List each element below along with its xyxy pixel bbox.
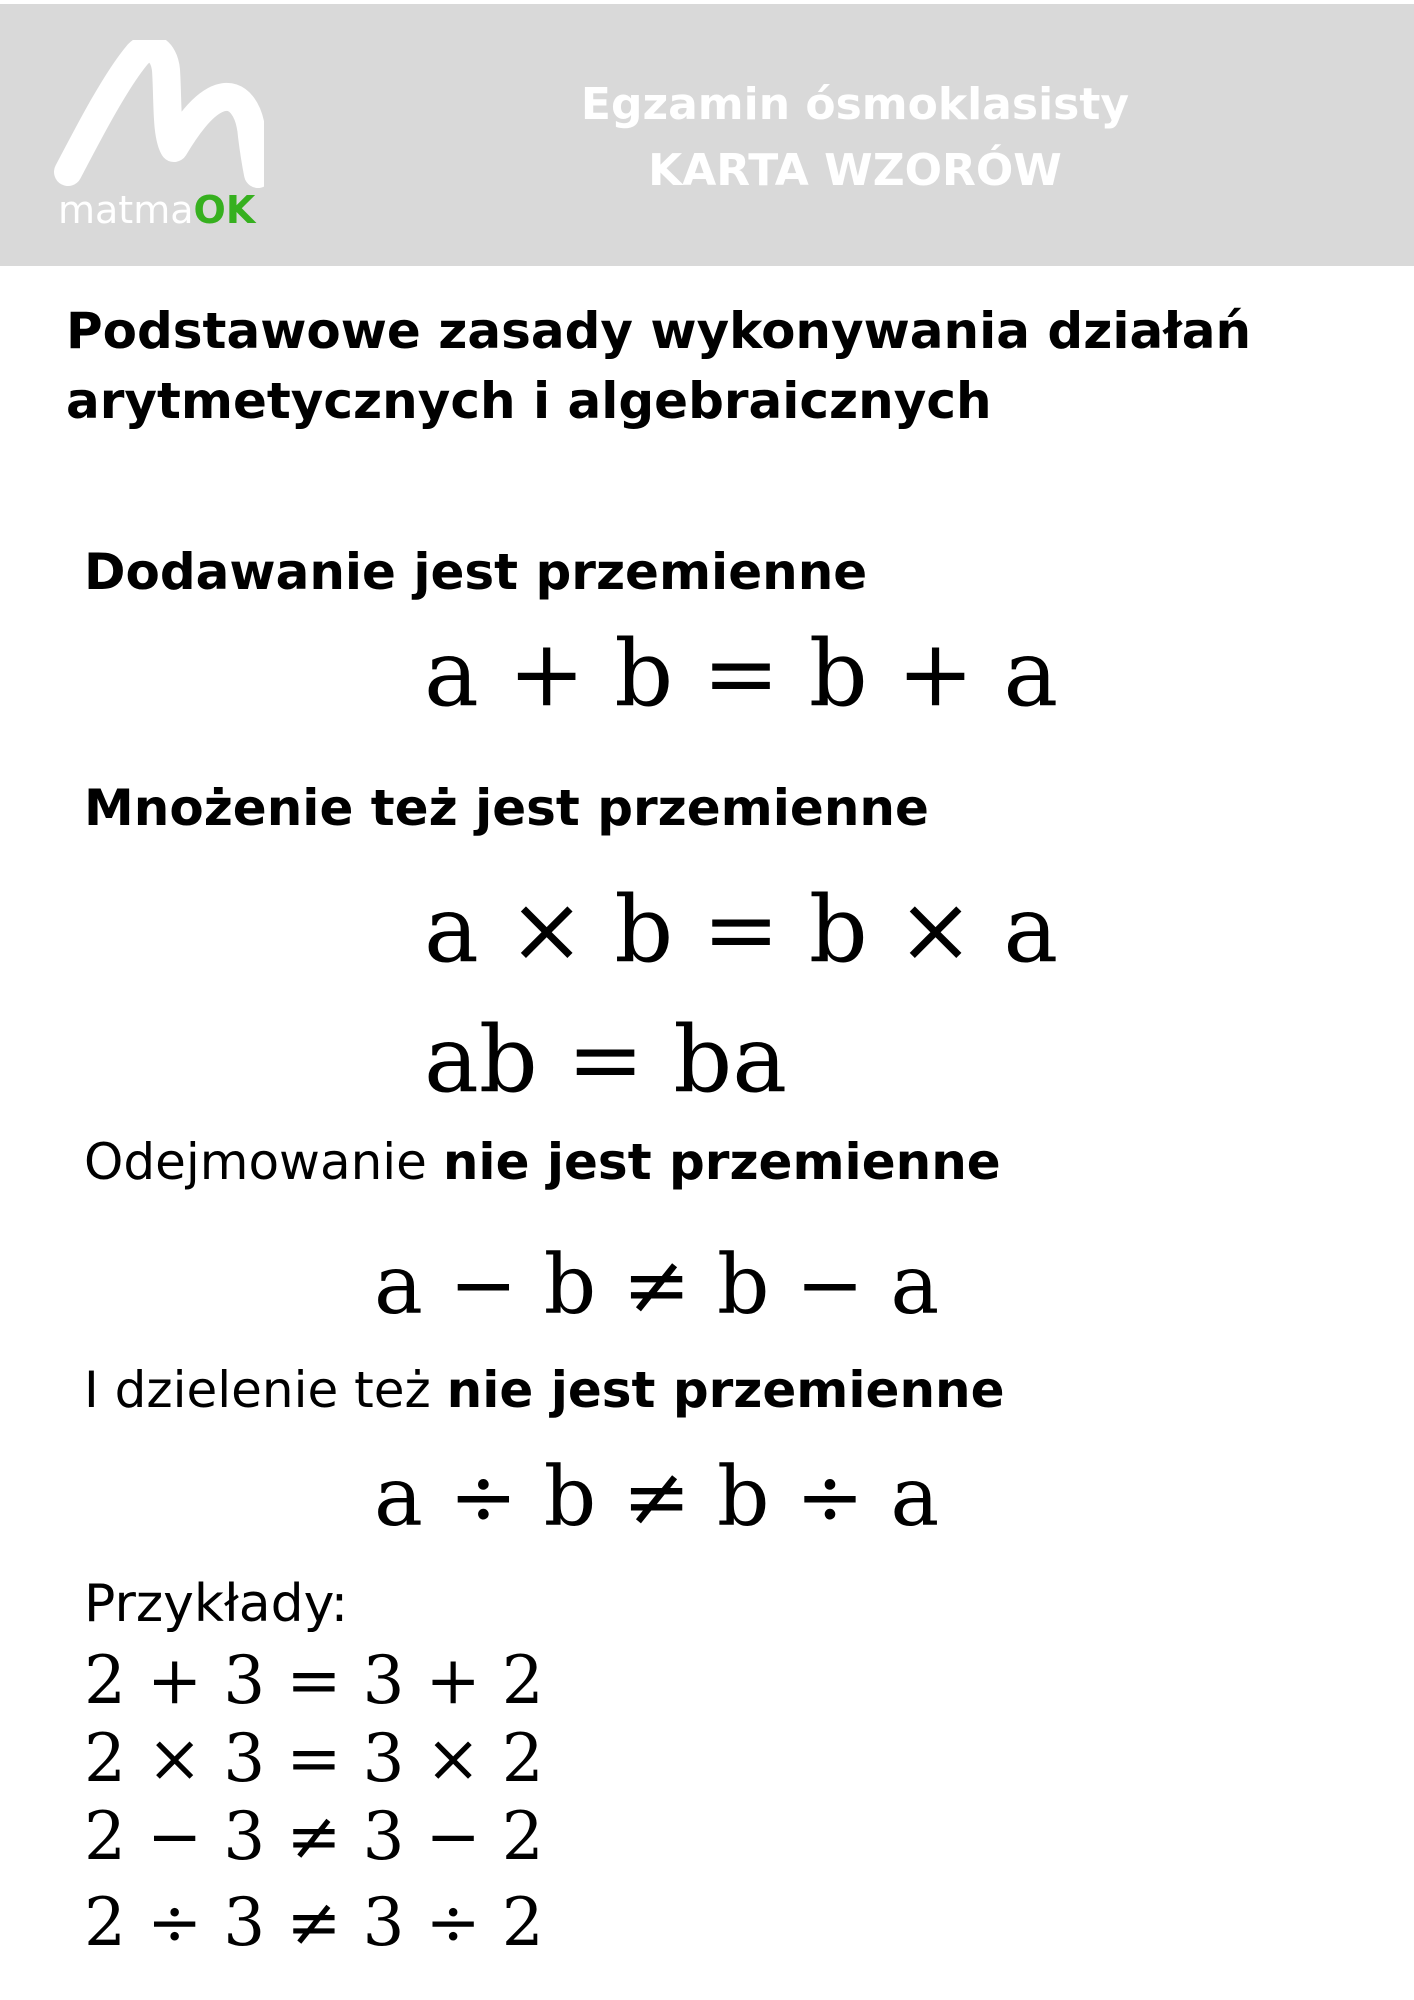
division-heading [84, 1358, 1005, 1422]
logo-wordmark-main: matma [58, 188, 194, 232]
example-division: 2 ÷ 3 ≠ 3 ÷ 2 [84, 1884, 544, 1961]
logo-wordmark-accent: OK [193, 188, 256, 232]
subtraction-heading-normal: Odejmowanie [84, 1133, 443, 1191]
examples-label: Przykłady: [84, 1574, 349, 1634]
multiplication-juxtaposition-formula: ab = ba [424, 1006, 788, 1113]
logo-wordmark [58, 188, 255, 232]
subtraction-heading-bold: nie jest przemienne [442, 1133, 1001, 1191]
multiplication-heading [84, 776, 929, 840]
division-formula: a ÷ b ≠ b ÷ a [374, 1450, 940, 1545]
header-title-line2: KARTA WZORÓW [648, 145, 1062, 196]
header-banner [0, 4, 1414, 266]
addition-heading-text: Dodawanie jest przemienne [84, 543, 868, 601]
page-title [66, 296, 1366, 436]
page-title-line1: Podstawowe zasady wykonywania działań [66, 302, 1252, 360]
m-logo-icon [54, 40, 264, 190]
matmaok-logo [54, 40, 264, 240]
addition-formula: a + b = b + a [424, 620, 1059, 727]
addition-heading [84, 540, 867, 604]
multiplication-heading-text: Mnożenie też jest przemienne [84, 779, 929, 837]
example-subtraction: 2 − 3 ≠ 3 − 2 [84, 1798, 544, 1875]
division-heading-bold: nie jest przemienne [446, 1361, 1005, 1419]
example-multiplication: 2 × 3 = 3 × 2 [84, 1720, 544, 1797]
subtraction-heading [84, 1130, 1001, 1194]
multiplication-formula: a × b = b × a [424, 876, 1059, 983]
division-heading-normal: I dzielenie też [84, 1361, 447, 1419]
header-title-line1: Egzamin ósmoklasisty [580, 79, 1130, 130]
page-title-line2: arytmetycznych i algebraicznych [66, 372, 992, 430]
subtraction-formula: a − b ≠ b − a [374, 1238, 940, 1333]
example-addition: 2 + 3 = 3 + 2 [84, 1642, 544, 1719]
